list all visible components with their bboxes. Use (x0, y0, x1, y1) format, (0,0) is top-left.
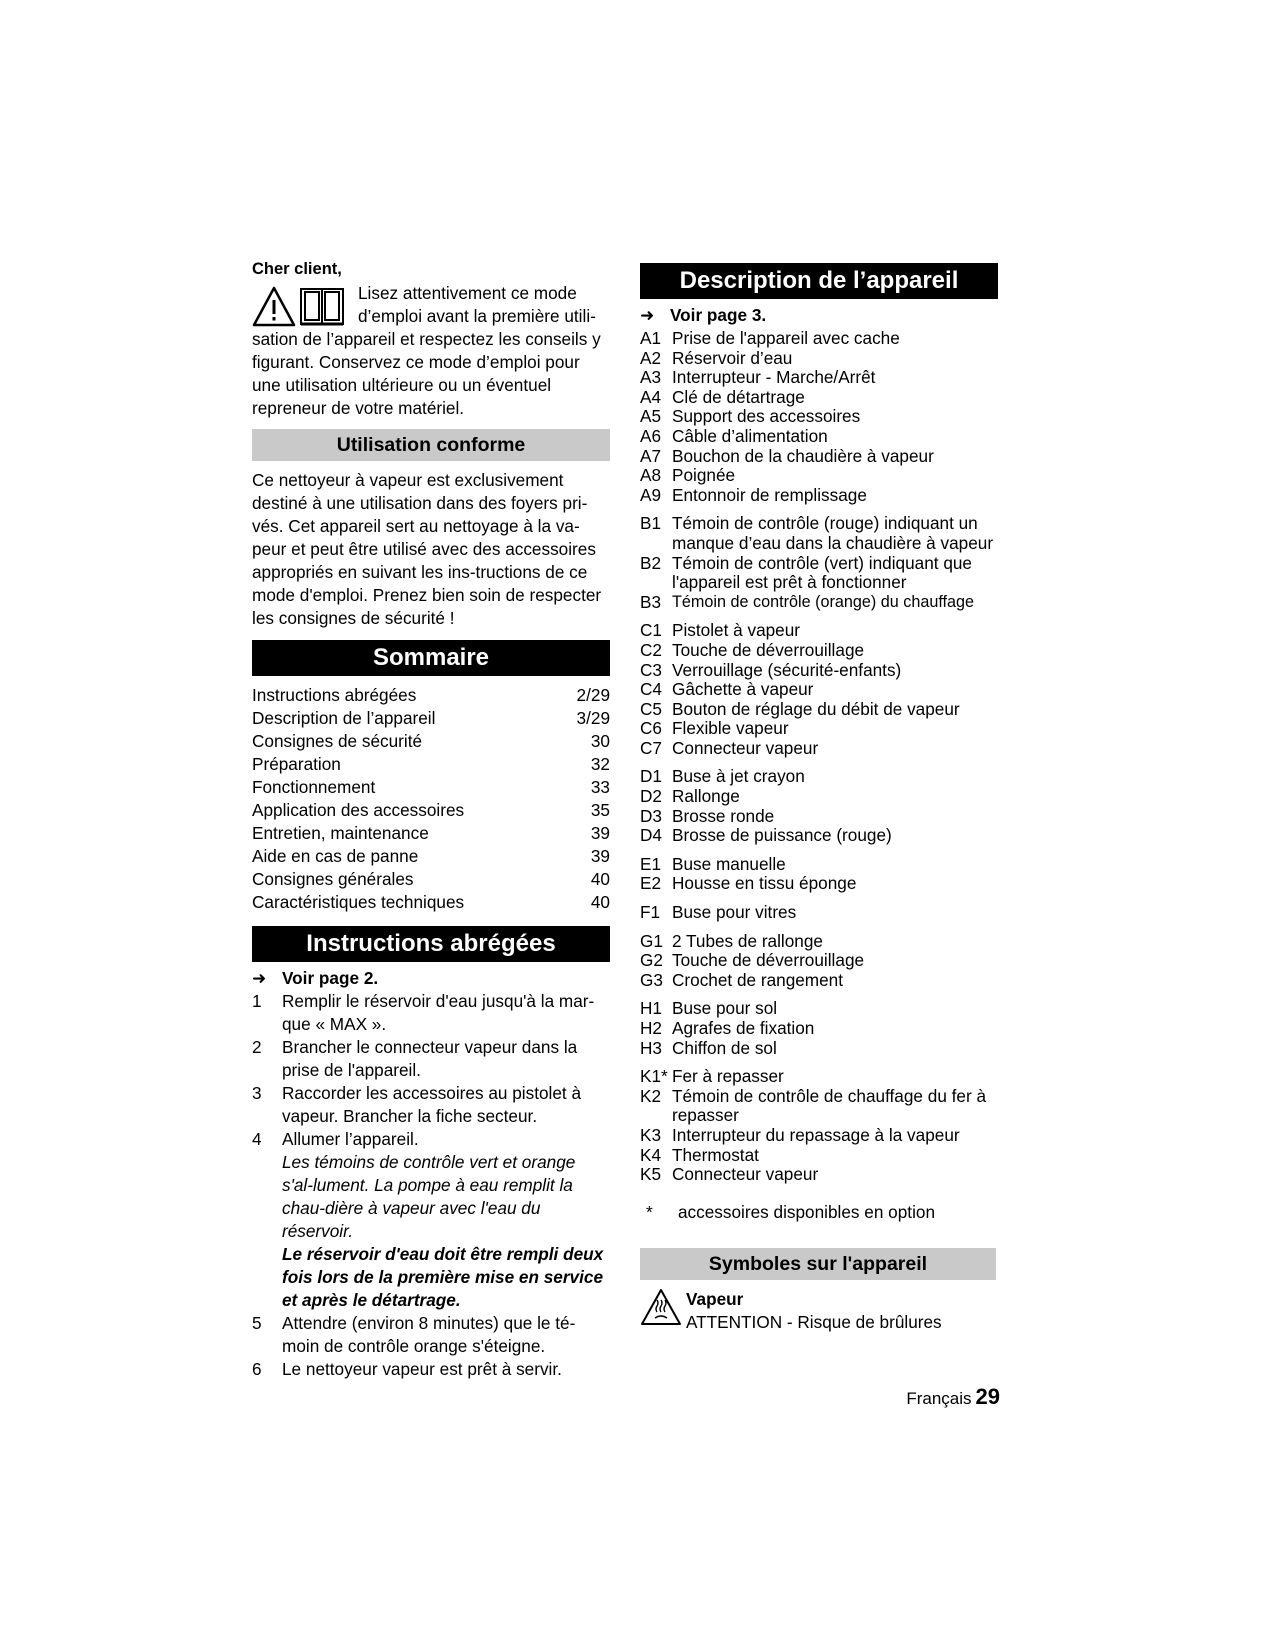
component-item (640, 349, 1000, 369)
footnote-text: accessoires disponibles en option (678, 1201, 936, 1222)
component-item (640, 971, 1000, 991)
toc-label: Application des accessoires (252, 800, 465, 820)
step-text: Raccorder les accessoires au pistolet à vapeur. Brancher la fiche secteur. (282, 1083, 582, 1126)
component-item (640, 1146, 1000, 1166)
toc-row (252, 776, 610, 799)
table-of-contents (252, 684, 610, 914)
component-code: H3 (640, 1037, 662, 1058)
component-label: Chiffon de sol (672, 1037, 777, 1058)
component-item (640, 486, 1000, 506)
step-warning: Le réservoir d'eau doit être rempli deux fois lors de la première mise en service et après le détartrage. (282, 1244, 604, 1310)
description-heading: Description de l’appareil (640, 263, 998, 299)
component-label: Gâchette à vapeur (672, 679, 814, 700)
toc-page: 40 (590, 869, 610, 889)
component-label: Buse pour vitres (672, 902, 797, 923)
component-code: A8 (640, 465, 662, 486)
page-footer (890, 1384, 1000, 1410)
component-code: C2 (640, 639, 662, 660)
component-item (640, 1019, 1000, 1039)
component-code: A6 (640, 425, 662, 446)
component-item (640, 999, 1000, 1019)
instructions-list (252, 967, 610, 1381)
see-page-reference (640, 304, 1000, 327)
symbol-entry (640, 1288, 1000, 1334)
component-item (640, 407, 1000, 427)
component-item (640, 932, 1000, 952)
toc-row (252, 684, 610, 707)
toc-page: 33 (590, 777, 610, 797)
component-item (640, 700, 1000, 720)
toc-page: 30 (590, 731, 610, 751)
component-label: Témoin de contrôle (vert) indiquant que l'appareil est prêt à fonctionner (672, 552, 972, 593)
component-item (640, 447, 1000, 467)
component-code: K5 (640, 1164, 662, 1185)
component-label: Interrupteur du repassage à la vapeur (672, 1124, 960, 1145)
component-code: G3 (640, 969, 663, 990)
component-code: A7 (640, 445, 662, 466)
component-label: Buse pour sol (672, 998, 778, 1019)
component-item (640, 787, 1000, 807)
step-text: Brancher le connecteur vapeur dans la prise de l'appareil. (282, 1037, 578, 1080)
component-code: C4 (640, 679, 662, 700)
component-label: Rallonge (672, 786, 740, 807)
component-item (640, 951, 1000, 971)
component-item (640, 388, 1000, 408)
component-code: B1 (640, 513, 662, 534)
step-text: Attendre (environ 8 minutes) que le té-moin de contrôle orange s'éteigne. (282, 1313, 576, 1356)
toc-label: Entretien, maintenance (252, 823, 429, 843)
toc-row (252, 753, 610, 776)
manual-book-icon (301, 289, 343, 324)
step-number: 3 (252, 1083, 262, 1103)
footnote (640, 1203, 1000, 1223)
utilisation-heading: Utilisation conforme (252, 429, 610, 461)
component-label: Fer à repasser (672, 1066, 784, 1087)
component-label: Buse à jet crayon (672, 766, 805, 787)
component-label: Entonnoir de remplissage (672, 484, 867, 505)
component-code: E1 (640, 853, 662, 874)
toc-label: Description de l’appareil (252, 708, 436, 728)
step-number: 2 (252, 1037, 262, 1057)
intro-text: sation de l’appareil et respectez les conseils y figurant. Conservez ce mode d’emploi pour une utilisation ultérieure ou un éventuel repreneur de votre matériel. (252, 329, 601, 418)
step-number: 4 (252, 1129, 262, 1149)
component-item (640, 593, 1000, 613)
component-code: A2 (640, 347, 662, 368)
instructions-heading: Instructions abrégées (252, 926, 610, 962)
component-item (640, 874, 1000, 894)
greeting: Cher client, (252, 260, 342, 278)
component-item (640, 1087, 1000, 1126)
component-label: Crochet de rangement (672, 969, 844, 990)
component-code: B2 (640, 552, 662, 573)
step-item (252, 990, 610, 1036)
component-code: G2 (640, 950, 663, 971)
component-label: Témoin de contrôle (rouge) indiquant un manque d’eau dans la chaudière à vapeur (672, 513, 994, 553)
component-code: D1 (640, 766, 662, 787)
component-item (640, 1126, 1000, 1146)
component-label: Réservoir d’eau (672, 347, 793, 368)
component-label: Connecteur vapeur (672, 1164, 819, 1185)
component-code: A4 (640, 386, 662, 407)
component-code: D2 (640, 786, 662, 807)
component-label: Touche de déverrouillage (672, 639, 865, 660)
component-code: C1 (640, 620, 662, 641)
toc-label: Fonctionnement (252, 777, 376, 797)
component-label: Support des accessoires (672, 406, 861, 427)
component-item (640, 739, 1000, 759)
component-label: Prise de l'appareil avec cache (672, 328, 900, 348)
toc-row (252, 799, 610, 822)
toc-label: Caractéristiques techniques (252, 892, 465, 912)
component-code: A3 (640, 367, 662, 388)
component-label: Touche de déverrouillage (672, 950, 865, 971)
utilisation-text: Ce nettoyeur à vapeur est exclusivement destiné à une utilisation dans des foyers pri-vés. Cet appareil sert au nettoyage à la va-peur et peut être utilisé avec des accessoires appropriés en suivant les ins-tructions de ce mode d'emploi. Prenez bien soin de respecter les consignes de sécurité ! (252, 470, 602, 628)
see-page-reference (252, 967, 610, 990)
component-label: Clé de détartrage (672, 386, 805, 407)
component-label: Câble d’alimentation (672, 425, 828, 446)
component-label: Buse manuelle (672, 853, 786, 874)
component-item (640, 767, 1000, 787)
component-code: K1* (640, 1066, 668, 1087)
toc-row (252, 707, 610, 730)
component-item (640, 855, 1000, 875)
step-number: 6 (252, 1359, 262, 1379)
toc-label: Consignes de sécurité (252, 731, 423, 751)
component-label: Témoin de contrôle de chauffage du fer à repasser (672, 1085, 987, 1126)
symbols-heading: Symboles sur l'appareil (640, 1248, 996, 1280)
warning-triangle-icon (254, 288, 294, 325)
component-item (640, 466, 1000, 486)
toc-page: 39 (590, 846, 610, 866)
component-label: Thermostat (672, 1144, 759, 1165)
component-list (640, 329, 1000, 1185)
toc-label: Préparation (252, 754, 341, 774)
component-code: H1 (640, 998, 662, 1019)
component-item (640, 680, 1000, 700)
see-page-text: Voir page 3. (670, 305, 767, 325)
component-item (640, 427, 1000, 447)
component-label: 2 Tubes de rallonge (672, 930, 823, 951)
component-code: C3 (640, 659, 662, 680)
component-label: Housse en tissu éponge (672, 873, 857, 894)
component-item (640, 554, 1000, 593)
toc-label: Aide en cas de panne (252, 846, 419, 866)
step-note: Les témoins de contrôle vert et orange s'al-lument. La pompe à eau remplit la chau-dière à vapeur avec l'eau du réservoir. (282, 1152, 576, 1241)
symbol-title: Vapeur (686, 1289, 744, 1310)
component-code: D4 (640, 825, 662, 846)
left-column (252, 258, 610, 1381)
step-text: Remplir le réservoir d'eau jusqu'à la mar-que « MAX ». (282, 991, 595, 1034)
toc-page: 40 (590, 892, 610, 912)
component-label: Verrouillage (sécurité-enfants) (672, 659, 902, 680)
step-item (252, 1036, 610, 1082)
toc-row (252, 730, 610, 753)
component-item (640, 329, 1000, 349)
component-label: Brosse de puissance (rouge) (672, 825, 892, 846)
toc-label: Instructions abrégées (252, 685, 417, 705)
component-label: Interrupteur - Marche/Arrêt (672, 367, 876, 388)
intro-line-2: d’emploi avant la première utili- (358, 306, 596, 326)
toc-row (252, 891, 610, 914)
component-item (640, 1039, 1000, 1059)
component-code: D3 (640, 805, 662, 826)
component-code: B3 (640, 591, 662, 612)
step-number: 5 (252, 1313, 262, 1333)
component-item (640, 641, 1000, 661)
arrow-right-icon: ➜ (252, 969, 267, 988)
component-code: A1 (640, 328, 662, 348)
step-text: Allumer l’appareil. (282, 1129, 419, 1149)
step-item (252, 1082, 610, 1128)
component-code: A5 (640, 406, 662, 427)
toc-label: Consignes générales (252, 869, 414, 889)
intro-paragraph (252, 282, 610, 420)
component-code: A9 (640, 484, 662, 505)
symbol-description (686, 1288, 942, 1334)
footnote-mark: * (646, 1201, 653, 1222)
page-number: 29 (975, 1384, 1000, 1409)
component-code: K2 (640, 1085, 662, 1106)
component-item (640, 719, 1000, 739)
step-item (252, 1128, 610, 1312)
sommaire-heading: Sommaire (252, 640, 610, 676)
intro-line-1: Lisez attentivement ce mode (358, 283, 577, 303)
component-code: C7 (640, 737, 662, 758)
toc-page: 2/29 (576, 685, 610, 705)
component-label: Bouchon de la chaudière à vapeur (672, 445, 934, 466)
right-column (640, 263, 1000, 1334)
symbol-text: ATTENTION - Risque de brûlures (686, 1312, 942, 1333)
toc-page: 32 (590, 754, 610, 774)
component-item (640, 826, 1000, 846)
component-item (640, 1165, 1000, 1185)
step-number: 1 (252, 991, 262, 1011)
component-item (640, 807, 1000, 827)
component-item (640, 621, 1000, 641)
see-page-text: Voir page 2. (282, 968, 379, 988)
component-label: Flexible vapeur (672, 718, 789, 739)
toc-row (252, 822, 610, 845)
toc-row (252, 868, 610, 891)
component-item (640, 903, 1000, 923)
arrow-right-icon: ➜ (640, 306, 655, 325)
step-item (252, 1312, 610, 1358)
toc-page: 35 (590, 800, 610, 820)
component-item (640, 1067, 1000, 1087)
toc-page: 39 (590, 823, 610, 843)
step-text: Le nettoyeur vapeur est prêt à servir. (282, 1359, 562, 1379)
component-code: F1 (640, 902, 661, 923)
warning-manual-icon (252, 286, 346, 328)
component-code: H2 (640, 1018, 662, 1038)
component-code: C5 (640, 698, 662, 719)
component-label: Témoin de contrôle (orange) du chauffage (672, 592, 975, 611)
component-item (640, 514, 1000, 553)
component-code: E2 (640, 873, 662, 894)
component-label: Agrafes de fixation (672, 1018, 815, 1038)
component-item (640, 661, 1000, 681)
component-code: K4 (640, 1144, 662, 1165)
component-label: Poignée (672, 465, 736, 486)
steam-warning-icon (640, 1288, 686, 1334)
component-item (640, 368, 1000, 388)
component-label: Brosse ronde (672, 805, 775, 826)
component-code: C6 (640, 718, 662, 739)
toc-row (252, 845, 610, 868)
component-code: K3 (640, 1124, 662, 1145)
footer-language: Français (906, 1389, 972, 1408)
component-label: Bouton de réglage du débit de vapeur (672, 698, 960, 719)
step-body (282, 1128, 610, 1312)
step-item (252, 1358, 610, 1381)
component-label: Pistolet à vapeur (672, 620, 801, 641)
component-label: Connecteur vapeur (672, 737, 819, 758)
component-code: G1 (640, 930, 663, 951)
toc-page: 3/29 (576, 708, 610, 728)
